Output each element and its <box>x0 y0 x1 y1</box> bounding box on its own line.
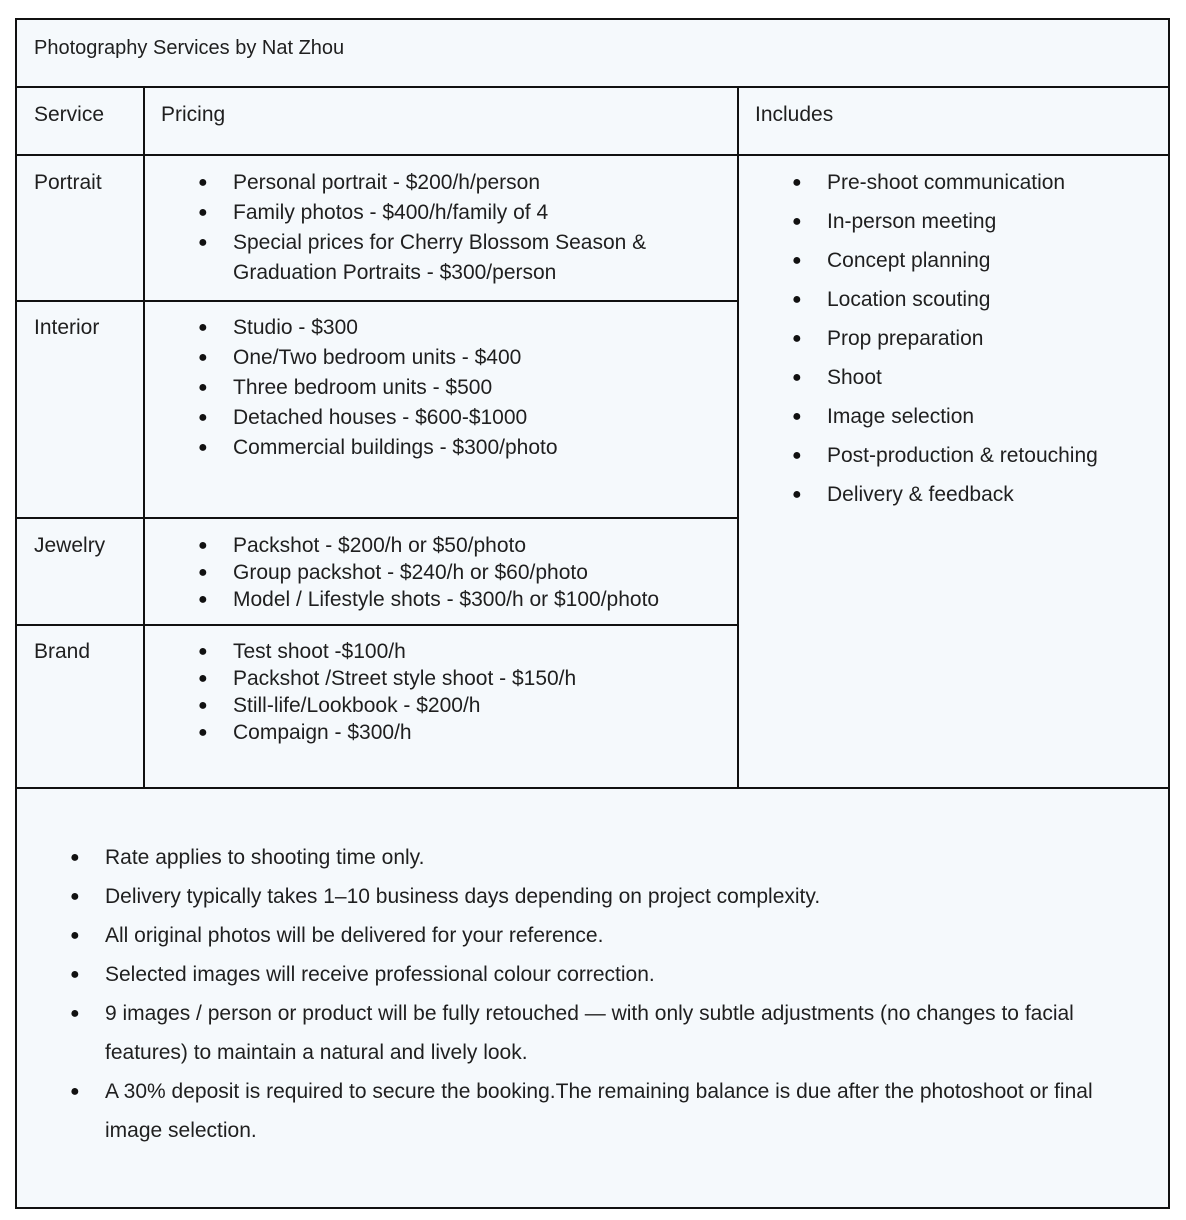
pricing-list-jewelry <box>198 532 733 613</box>
bullet-icon: ● <box>70 849 80 866</box>
list-item: ● Packshot - $200/h or $50/photo <box>198 534 527 557</box>
divider <box>17 300 739 302</box>
bullet-icon: ● <box>198 379 208 396</box>
list-item: ● Group packshot - $240/h or $60/photo <box>198 561 588 584</box>
pricing-table <box>15 18 1170 1209</box>
header-service: Service <box>34 103 105 126</box>
bullet-icon: ● <box>198 349 208 366</box>
bullet-icon: ● <box>70 1005 80 1022</box>
list-item: ● Delivery & feedback <box>792 475 1162 514</box>
service-name-interior: Interior <box>34 316 100 339</box>
list-item: ● Detached houses - $600-$1000 <box>198 403 718 433</box>
list-item: ● Test shoot -$100/h <box>198 640 406 663</box>
service-name-brand: Brand <box>34 640 91 663</box>
list-item: ● Image selection <box>792 397 1162 436</box>
list-item: ● All original photos will be delivered for your reference. <box>70 916 1150 955</box>
includes-list <box>792 163 1162 514</box>
bullet-icon: ● <box>792 486 802 503</box>
list-item: ● 9 images / person or product will be fully retouched — with only subtle adjustments (no changes to facial features) to maintain a natural and lively look. <box>70 994 1150 1072</box>
list-item: ● Delivery typically takes 1–10 business days depending on project complexity. <box>70 877 1150 916</box>
notes-list <box>70 838 1150 1150</box>
list-item: ● Commercial buildings - $300/photo <box>198 433 718 463</box>
divider <box>17 624 739 626</box>
divider <box>17 787 1168 789</box>
bullet-icon: ● <box>792 447 802 464</box>
list-item: ● Selected images will receive professional colour correction. <box>70 955 1150 994</box>
bullet-icon: ● <box>792 174 802 191</box>
bullet-icon: ● <box>70 966 80 983</box>
bullet-icon: ● <box>198 591 208 608</box>
header-includes: Includes <box>755 103 834 126</box>
bullet-icon: ● <box>198 697 208 714</box>
page-title: Photography Services by Nat Zhou <box>34 37 345 59</box>
bullet-icon: ● <box>792 252 802 269</box>
list-item: ● Family photos - $400/h/family of 4 <box>198 198 698 228</box>
divider <box>143 88 145 788</box>
bullet-icon: ● <box>792 330 802 347</box>
list-item: ● Personal portrait - $200/h/person <box>198 168 698 198</box>
bullet-icon: ● <box>198 537 208 554</box>
divider <box>737 88 739 788</box>
bullet-icon: ● <box>792 213 802 230</box>
bullet-icon: ● <box>198 564 208 581</box>
list-item: ● Special prices for Cherry Blossom Season & Graduation Portraits - $300/person <box>198 228 698 288</box>
bullet-icon: ● <box>198 204 208 221</box>
pricing-list-interior <box>198 313 718 463</box>
list-item: ● Still-life/Lookbook - $200/h <box>198 694 481 717</box>
bullet-icon: ● <box>70 888 80 905</box>
bullet-icon: ● <box>792 408 802 425</box>
bullet-icon: ● <box>198 670 208 687</box>
bullet-icon: ● <box>792 291 802 308</box>
divider <box>17 517 739 519</box>
bullet-icon: ● <box>198 724 208 741</box>
header-pricing: Pricing <box>161 103 226 126</box>
title-row <box>17 20 1168 88</box>
bullet-icon: ● <box>198 409 208 426</box>
bullet-icon: ● <box>70 927 80 944</box>
bullet-icon: ● <box>198 319 208 336</box>
list-item: ● One/Two bedroom units - $400 <box>198 343 718 373</box>
bullet-icon: ● <box>198 174 208 191</box>
list-item: ● Model / Lifestyle shots - $300/h or $100/photo <box>198 588 660 611</box>
bullet-icon: ● <box>198 234 208 251</box>
list-item: ● Post-production & retouching <box>792 436 1162 475</box>
list-item: ● Pre-shoot communication <box>792 163 1162 202</box>
list-item: ● In-person meeting <box>792 202 1162 241</box>
service-name-jewelry: Jewelry <box>34 534 106 557</box>
bullet-icon: ● <box>792 369 802 386</box>
list-item: ● Compaign - $300/h <box>198 721 412 744</box>
list-item: ● Prop preparation <box>792 319 1162 358</box>
list-item: ● Shoot <box>792 358 1162 397</box>
pricing-list-brand <box>198 638 733 746</box>
list-item: ● Studio - $300 <box>198 313 718 343</box>
divider <box>17 154 1168 156</box>
list-item: ● Three bedroom units - $500 <box>198 373 718 403</box>
pricing-list-portrait <box>198 168 698 288</box>
list-item: ● Rate applies to shooting time only. <box>70 838 1150 877</box>
list-item: ● Packshot /Street style shoot - $150/h <box>198 667 577 690</box>
list-item: ● A 30% deposit is required to secure the booking.The remaining balance is due after the photoshoot or final image selection. <box>70 1072 1150 1150</box>
bullet-icon: ● <box>198 439 208 456</box>
service-name-portrait: Portrait <box>34 171 102 194</box>
list-item: ● Location scouting <box>792 280 1162 319</box>
bullet-icon: ● <box>70 1083 80 1100</box>
list-item: ● Concept planning <box>792 241 1162 280</box>
bullet-icon: ● <box>198 643 208 660</box>
